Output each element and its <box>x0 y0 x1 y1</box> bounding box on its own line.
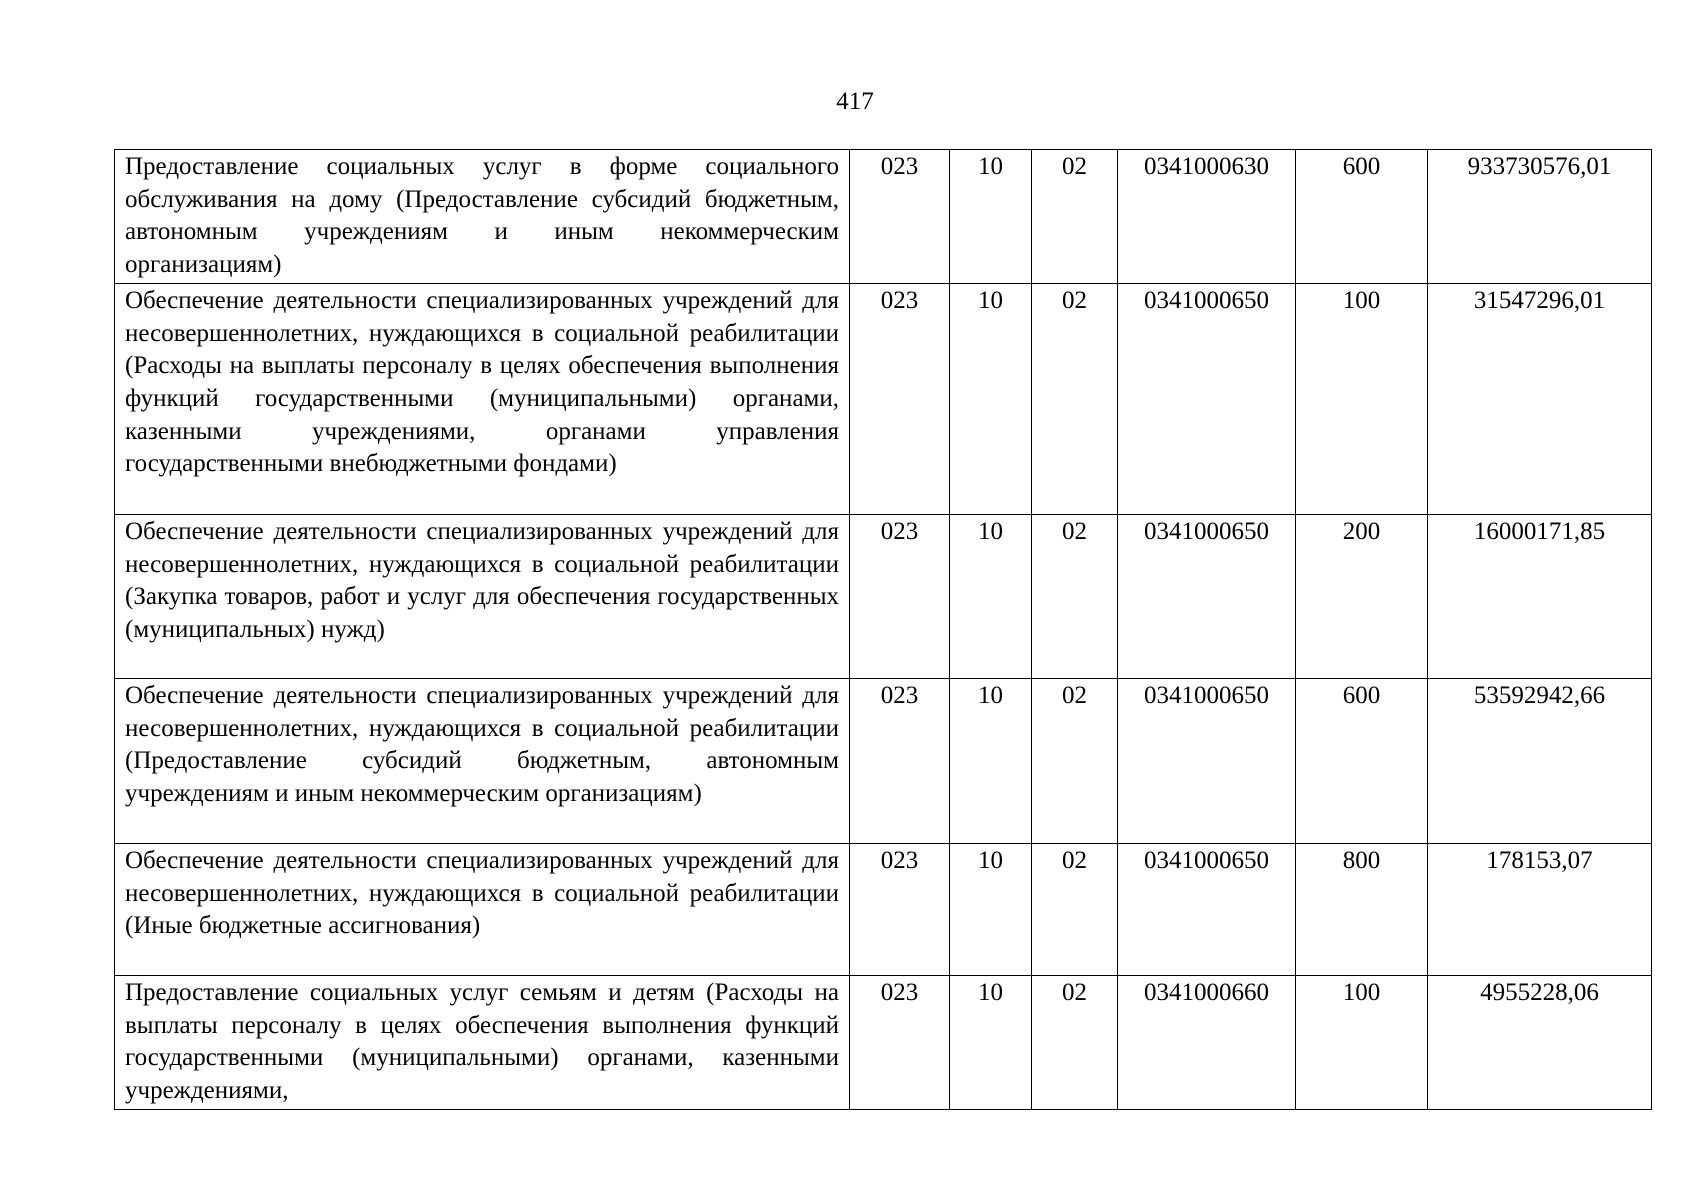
row-amount: 16000171,85 <box>1428 514 1652 678</box>
row-subsection-code: 02 <box>1032 843 1118 975</box>
row-description: Обеспечение деятельности специализированных учреждений для несовершеннолетних, нуждающихся в социальной реабилитации (Иные бюджетные ассигнования) <box>115 843 850 975</box>
row-ministry-code: 023 <box>850 678 950 843</box>
row-description: Обеспечение деятельности специализированных учреждений для несовершеннолетних, нуждающихся в социальной реабилитации (Расходы на выплаты персоналу в целях обеспечения выполнения функций государственными (муниципальными) органами, казенными учреждениями, органами управления государственными внебюджетными фондами) <box>115 283 850 514</box>
row-expense-type-code: 100 <box>1296 975 1428 1109</box>
table-row <box>115 150 1652 284</box>
row-section-code: 10 <box>950 283 1032 514</box>
row-description: Предоставление социальных услуг в форме социального обслуживания на дому (Предоставление субсидий бюджетным, автономным учреждениям и иным некоммерческим организациям) <box>115 150 850 284</box>
table-row <box>115 843 1652 975</box>
row-amount: 933730576,01 <box>1428 150 1652 284</box>
row-amount: 31547296,01 <box>1428 283 1652 514</box>
row-amount: 4955228,06 <box>1428 975 1652 1109</box>
row-section-code: 10 <box>950 843 1032 975</box>
row-subsection-code: 02 <box>1032 283 1118 514</box>
row-expense-type-code: 600 <box>1296 678 1428 843</box>
row-target-article-code: 0341000650 <box>1118 843 1296 975</box>
row-target-article-code: 0341000650 <box>1118 283 1296 514</box>
row-ministry-code: 023 <box>850 975 950 1109</box>
page-number: 417 <box>836 88 874 115</box>
row-expense-type-code: 200 <box>1296 514 1428 678</box>
row-subsection-code: 02 <box>1032 514 1118 678</box>
row-expense-type-code: 600 <box>1296 150 1428 284</box>
row-section-code: 10 <box>950 514 1032 678</box>
row-amount: 178153,07 <box>1428 843 1652 975</box>
table-row <box>115 975 1652 1109</box>
table-row <box>115 283 1652 514</box>
row-ministry-code: 023 <box>850 150 950 284</box>
row-target-article-code: 0341000660 <box>1118 975 1296 1109</box>
row-ministry-code: 023 <box>850 514 950 678</box>
row-expense-type-code: 800 <box>1296 843 1428 975</box>
table-row <box>115 678 1652 843</box>
row-target-article-code: 0341000650 <box>1118 514 1296 678</box>
row-ministry-code: 023 <box>850 283 950 514</box>
row-subsection-code: 02 <box>1032 150 1118 284</box>
table-row <box>115 514 1652 678</box>
row-amount: 53592942,66 <box>1428 678 1652 843</box>
row-subsection-code: 02 <box>1032 678 1118 843</box>
row-section-code: 10 <box>950 975 1032 1109</box>
row-subsection-code: 02 <box>1032 975 1118 1109</box>
budget-table <box>114 149 1652 1110</box>
row-description: Предоставление социальных услуг семьям и детям (Расходы на выплаты персоналу в целях обеспечения выполнения функций государственными (муниципальными) органами, казенными учреждениями, <box>115 975 850 1109</box>
row-target-article-code: 0341000650 <box>1118 678 1296 843</box>
row-description: Обеспечение деятельности специализированных учреждений для несовершеннолетних, нуждающихся в социальной реабилитации (Закупка товаров, работ и услуг для обеспечения государственных (муниципальных) нужд) <box>115 514 850 678</box>
row-ministry-code: 023 <box>850 843 950 975</box>
row-section-code: 10 <box>950 678 1032 843</box>
row-section-code: 10 <box>950 150 1032 284</box>
row-description: Обеспечение деятельности специализированных учреждений для несовершеннолетних, нуждающихся в социальной реабилитации (Предоставление субсидий бюджетным, автономным учреждениям и иным некоммерческим организациям) <box>115 678 850 843</box>
row-expense-type-code: 100 <box>1296 283 1428 514</box>
row-target-article-code: 0341000630 <box>1118 150 1296 284</box>
